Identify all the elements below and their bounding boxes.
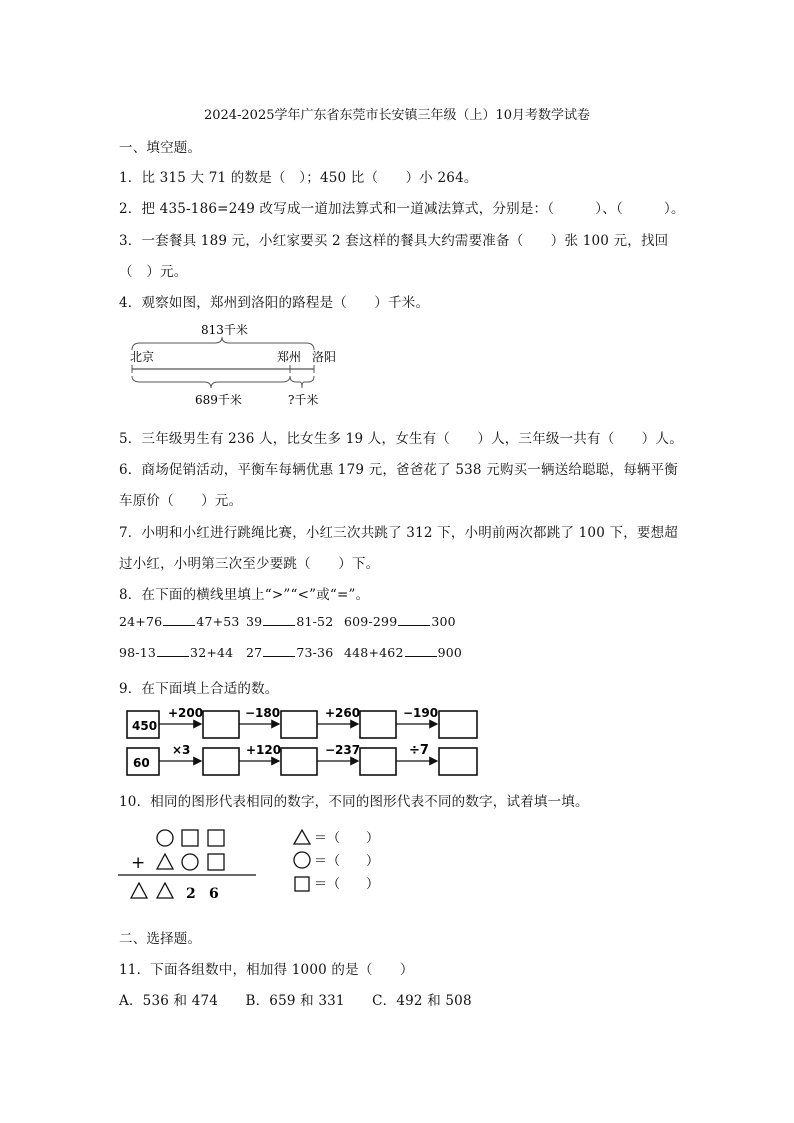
compare-item: 609-299 300 — [344, 614, 456, 629]
triangle-icon — [294, 830, 310, 844]
plus-sign: + — [131, 853, 146, 873]
chain1-answer-box-3[interactable] — [360, 711, 396, 738]
chain2-op-1: ×3 — [172, 743, 191, 757]
chain2-answer-box-1[interactable] — [203, 748, 239, 775]
triangle-icon — [157, 883, 173, 898]
compare-item: 24+76 47+53 — [119, 614, 240, 629]
section-fill-in: 一、填空题。 — [119, 140, 202, 156]
square-answer[interactable]: ＝（ ） — [314, 877, 380, 892]
circle-answer[interactable]: ＝（ ） — [314, 854, 380, 869]
question-2: 2．把 435-186=249 改写成一道加法算式和一道减法算式，分别是：（ ）、（ ）。 — [119, 201, 685, 217]
chain1-op-1: +200 — [168, 706, 204, 720]
shape-puzzle — [118, 822, 398, 906]
answer-blank[interactable] — [405, 646, 437, 657]
question-6-line-2: 车原价（ ）元。 — [119, 493, 243, 509]
part-distance-label: 689千米 — [195, 393, 242, 407]
operation-chains — [120, 702, 490, 782]
question-9: 9．在下面填上合适的数。 — [119, 681, 279, 697]
city-luoyang: 洛阳 — [312, 350, 337, 364]
circle-icon — [157, 830, 173, 846]
chain2-op-4: ÷7 — [409, 743, 429, 758]
chain1-answer-box-1[interactable] — [203, 711, 239, 738]
city-beijing: 北京 — [130, 350, 155, 364]
distance-diagram — [120, 318, 350, 412]
result-digit-2: 2 — [186, 886, 196, 902]
chain2-op-2: +120 — [246, 743, 282, 757]
triangle-icon — [131, 883, 147, 898]
compare-item: 448+462 900 — [344, 645, 463, 660]
triangle-icon — [157, 854, 173, 869]
question-1: 1．比 315 大 71 的数是（ ）；450 比（ ）小 264。 — [119, 170, 478, 186]
top-brace — [132, 337, 314, 350]
unknown-distance-label: ?千米 — [288, 393, 319, 407]
compare-item: 98-13 32+44 — [119, 645, 234, 660]
page-title: 2024-2025学年广东省东莞市长安镇三年级（上）10月考数学试卷 — [203, 108, 591, 123]
question-7-line-2: 过小红，小明第三次至少要跳（ ）下。 — [119, 556, 380, 572]
square-icon — [208, 854, 224, 870]
chain1-start-value: 450 — [132, 719, 158, 733]
compare-item: 39 81-52 — [246, 614, 334, 629]
chain2-answer-box-3[interactable] — [360, 748, 396, 775]
circle-icon — [182, 854, 198, 870]
city-zhengzhou: 郑州 — [277, 350, 302, 364]
question-3-line-2: （ ）元。 — [119, 264, 188, 280]
question-6-line-1: 6．商场促销活动，平衡车每辆优惠 179 元，爸爸花了 538 元购买一辆送给聪聪，每辆平衡 — [119, 462, 678, 478]
question-11: 11．下面各组数中，相加得 1000 的是（ ） — [119, 962, 414, 978]
answer-blank[interactable] — [157, 646, 189, 657]
question-10: 10．相同的图形代表相同的数字，不同的图形代表不同的数字，试着填一填。 — [119, 794, 589, 810]
question-4: 4．观察如图，郑州到洛阳的路程是（ ）千米。 — [119, 295, 430, 311]
chain2-start-value: 60 — [133, 756, 150, 770]
result-digit-6: 6 — [209, 886, 219, 902]
triangle-answer[interactable]: ＝（ ） — [314, 831, 380, 846]
chain2-op-3: −237 — [325, 743, 361, 757]
chain2-answer-box-4[interactable] — [439, 748, 477, 775]
square-icon — [208, 830, 224, 846]
chain1-op-3: +260 — [325, 706, 361, 720]
total-distance-label: 813千米 — [201, 323, 248, 337]
chain1-op-4: −190 — [403, 706, 439, 720]
question-11-options[interactable]: A．536 和 474 B．659 和 331 C．492 和 508 — [119, 993, 472, 1009]
compare-item: 27 73-36 — [246, 645, 334, 660]
square-icon — [182, 830, 198, 846]
section-choice: 二、选择题。 — [119, 931, 202, 947]
square-icon — [295, 877, 309, 891]
bottom-brace-unknown — [290, 376, 314, 388]
answer-blank[interactable] — [263, 646, 295, 657]
bottom-brace-part — [132, 376, 290, 388]
answer-blank[interactable] — [398, 615, 430, 626]
answer-blank[interactable] — [163, 615, 195, 626]
chain1-answer-box-4[interactable] — [439, 711, 477, 738]
question-8: 8．在下面的横线里填上“>”“<”或“=”。 — [119, 587, 370, 603]
circle-icon — [294, 852, 310, 868]
chain1-op-2: −180 — [245, 706, 281, 720]
chain1-answer-box-2[interactable] — [281, 711, 317, 738]
answer-blank[interactable] — [263, 615, 295, 626]
question-5: 5．三年级男生有 236 人，比女生多 19 人，女生有（ ）人，三年级一共有（ ）人。 — [119, 431, 683, 447]
chain2-answer-box-2[interactable] — [281, 748, 317, 775]
question-3-line-1: 3．一套餐具 189 元，小红家要买 2 套这样的餐具大约需要准备（ ）张 100 元，找回 — [119, 233, 669, 249]
question-7-line-1: 7．小明和小红进行跳绳比赛，小红三次共跳了 312 下，小明前两次都跳了 100 下，要想超 — [119, 525, 678, 541]
